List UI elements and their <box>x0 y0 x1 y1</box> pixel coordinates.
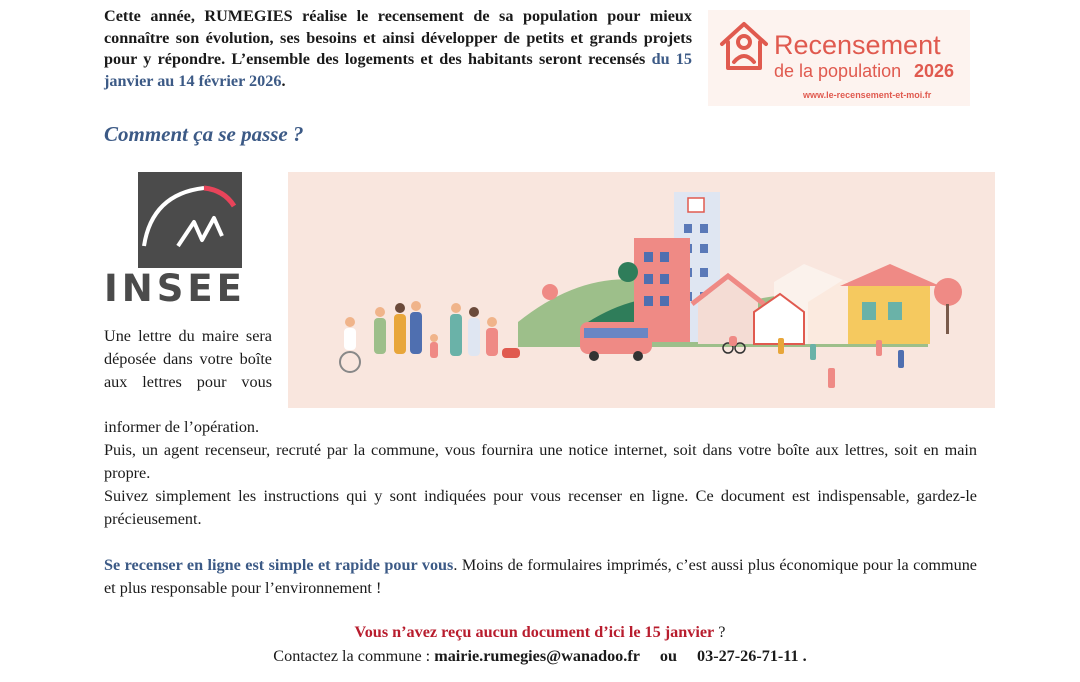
contact-email[interactable]: mairie.rumegies@wanadoo.fr <box>434 647 640 665</box>
intro-paragraph <box>104 6 692 92</box>
census-illustration <box>288 172 995 408</box>
agent-paragraph: Puis, un agent recenseur, recruté par la commune, vous fournira une notice internet, soit dans votre boîte aux lettres, soit en main propre. <box>104 441 977 482</box>
section-title: Comment ça se passe ? <box>104 122 304 146</box>
logo-line2: de la population <box>774 61 902 81</box>
online-rest: . Moins de formulaires imprimés, c’est aussi plus économique pour la commune et plus responsable pour l’environnement ! <box>104 556 977 597</box>
letter-paragraph-end: informer de l’opération. <box>104 418 260 436</box>
logo-url: www.le-recensement-et-moi.fr <box>803 90 932 100</box>
logo-year: 2026 <box>914 61 955 81</box>
contact-label: Contactez la commune : <box>273 647 435 665</box>
census-dates: du 15 janvier au 14 février 2026 <box>104 50 692 90</box>
question-text: Vous n’avez reçu aucun document d’ici le 15 janvier <box>354 623 715 641</box>
main-text <box>104 416 977 600</box>
no-document-question <box>0 623 1080 642</box>
recensement-logo <box>708 10 970 106</box>
insee-word: INSEE <box>104 267 246 310</box>
contact-phone[interactable]: 03-27-26-71-11 . <box>697 647 807 665</box>
intro-end: . <box>281 71 286 90</box>
online-highlight: Se recenser en ligne est simple et rapide pour vous <box>104 556 454 574</box>
insee-logo-box <box>138 172 242 268</box>
logo-line1: Recensement <box>774 30 941 60</box>
online-paragraph <box>104 554 977 600</box>
house-person-icon <box>708 10 970 106</box>
contact-or: ou <box>659 647 677 665</box>
city-people-illustration <box>288 172 995 408</box>
letter-paragraph: Une lettre du maire sera déposée dans votre boîte aux lettres pour vous <box>104 327 272 391</box>
question-mark: ? <box>714 623 726 641</box>
insee-mark-icon <box>138 172 242 268</box>
follow-paragraph: Suivez simplement les instructions qui y sont indiquées pour vous recenser en ligne. Ce document est indispensable, gardez-le précieusement. <box>104 487 977 528</box>
intro-text: Cette année, RUMEGIES réalise le recensement de sa population pour mieux connaître son évolution, ses besoins et ainsi développer de petits et grands projets pour y répondre. L’ensemble des logements et des habitants seront recensés <box>104 7 692 68</box>
contact-line <box>0 647 1080 666</box>
insee-logo <box>104 172 246 312</box>
